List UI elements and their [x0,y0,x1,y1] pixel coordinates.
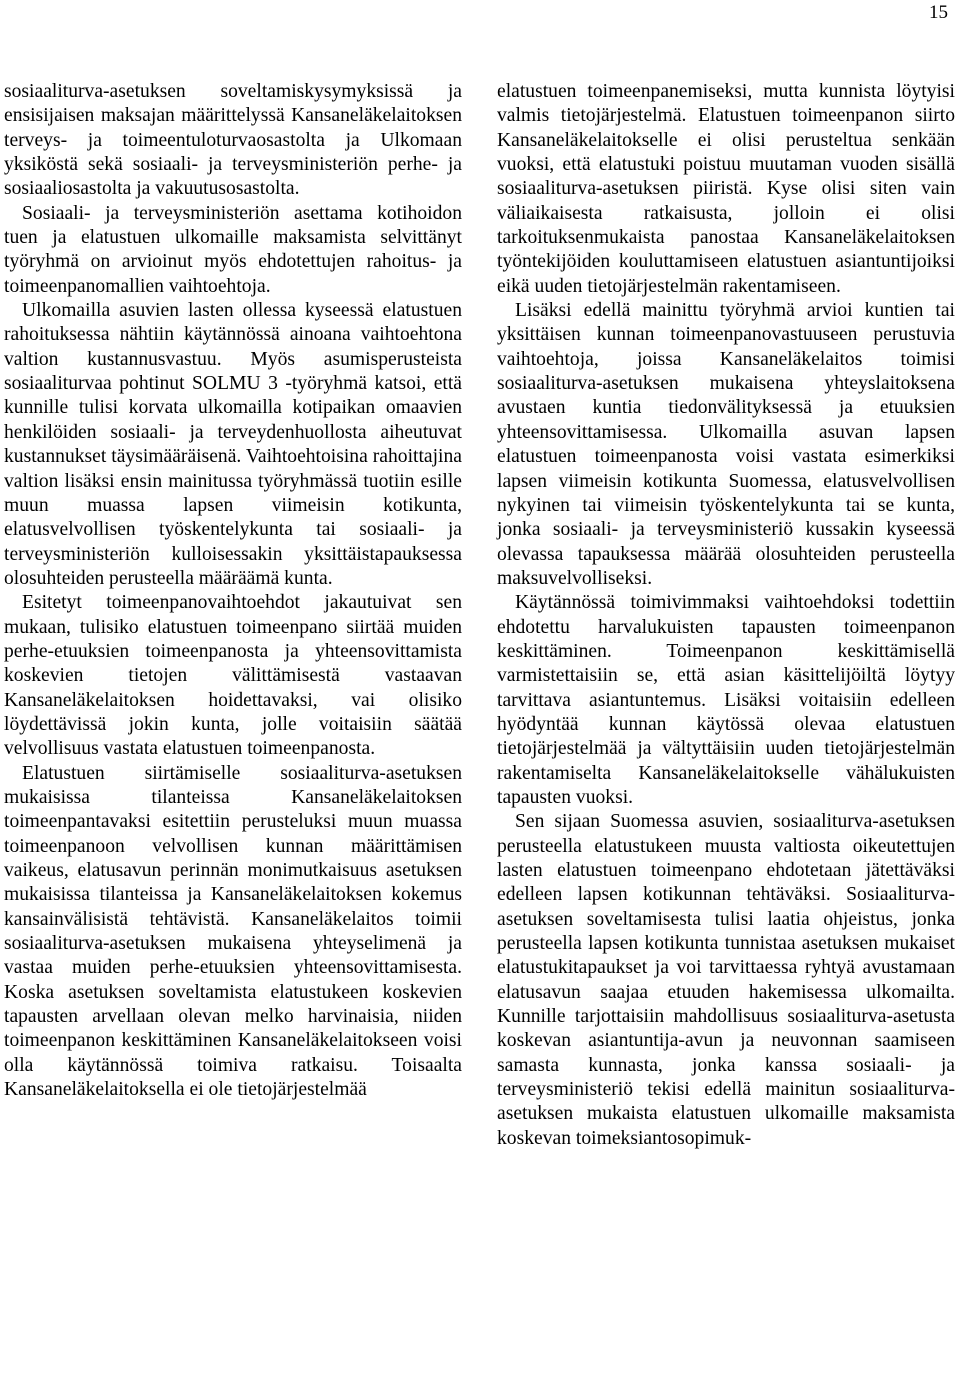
paragraph: sosiaaliturva-asetuksen soveltamiskysymyksissä ja ensisijaisen maksajan määrittelyssä Kansaneläkelaitoksen terveys- ja toimeentuloturvaosastolta ja Ulkomaan yksiköstä sekä sosiaali- ja terveysministeriön perhe- ja sosiaaliosastolta ja vakuutusosastolta. [4,81,462,200]
paragraph: Ulkomailla asuvien lasten ollessa kyseessä elatustuen rahoituksessa nähtiin käytännössä ainoana vaihtoehtona valtion kustannusvastuu. Myös asumisperusteista sosiaaliturvaa pohtinut SOLMU 3 -työryhmä katsoi, että kunnille tulisi korvata ulkomailla kotipaikan omaavien henkilöiden sosiaali- ja terveydenhuollosta aiheutuvat kustannukset täysimääräisenä. Vaihtoehtoisina rahoittajina valtion lisäksi ensin mainitussa työryhmässä tuotiin esille muun muassa lapsen viimeisin kotikunta, elatusvelvollisen työskentelykunta tai sosiaali- ja terveysministeriön kulloisessakin yksittäistapauksessa olosuhteiden perusteella määräämä kunta. [4,300,462,589]
paragraph: Sosiaali- ja terveysministeriön asettama kotihoidon tuen ja elatustuen ulkomaille maksamista selvittänyt työryhmä on arvioinut myös ehdotettujen rahoitus- ja toimeenpanomallien vaihtoehtoja. [4,202,462,297]
paragraph: elatustuen toimeenpanemiseksi, mutta kunnista löytyisi valmis tietojärjestelmä. Elatustuen toimeenpanon siirto Kansaneläkelaitokselle ei olisi perusteltua senkään vuoksi, että elatustuki poistuu muutaman vuoden sisällä sosiaaliturva-asetuksen piiristä. Kyse olisi siten vain väliaikaisesta ratkaisusta, jolloin ei olisi tarkoituksenmukaista panostaa Kansaneläkelaitoksen työntekijöiden kouluttamiseen elatustuen asiantuntijoiksi eikä uuden tietojärjestelmän rakentamiseen. [497,81,955,297]
paragraph: Esitetyt toimeenpanovaihtoehdot jakautuivat sen mukaan, tulisiko elatustuen toimeenpano siirtää muiden perhe-etuuksien toimeenpanosta ja yhteensovittamista koskevien tietojen välittämisestä vastaavan Kansaneläkelaitoksen hoidettavaksi, vai olisiko löydettävissä jokin kunta, jolle voitaisiin säätää velvollisuus vastata elatustuen toimeenpanosta. [4,592,462,760]
left-column [4,80,462,1102]
paragraph: Elatustuen siirtämiselle sosiaaliturva-asetuksen mukaisissa tilanteissa Kansaneläkelaitoksen toimeenpantavaksi esitettiin perusteluksi muun muassa toimeenpanoon velvollisen kunnan määrittämisen vaikeus, elatusavun perinnän monimutkaisuus asetuksen mukaisissa tilanteissa ja Kansaneläkelaitoksen kokemus kansainvälisistä tehtävistä. Kansaneläkelaitos toimii sosiaaliturva-asetuksen mukaisena yhteyselimenä ja vastaa muiden perhe-etuuksien yhteensovittamisesta. Koska asetuksen soveltamista elatustukeen koskevien tapausten arvellaan olevan melko harvinaisia, niiden toimeenpanon keskittäminen Kansaneläkelaitokseen voisi olla käytännössä toimiva ratkaisu. Toisaalta Kansaneläkelaitoksella ei ole tietojärjestelmää [4,762,462,1101]
right-column [497,80,955,1151]
page-number: 15 [929,2,948,23]
paragraph: Lisäksi edellä mainittu työryhmä arvioi kuntien tai yksittäisen kunnan toimeenpanovastuuseen perustuvia vaihtoehtoja, joissa Kansaneläkelaitos toimisi sosiaaliturva-asetuksen mukaisena yhteyslaitoksena avustaen kuntia tiedonvälityksessä ja etuuksien yhteensovittamisessa. Ulkomailla asuvan lapsen elatustuen toimeenpanosta voisi vastata esimerkiksi lapsen viimeisin kotikunta Suomessa, elatusvelvollisen nykyinen tai viimeisin työskentelykunta tai se kunta, jonka sosiaali- ja terveysministeriö kussakin kyseessä olevassa tapauksessa määrää olosuhteiden perusteella maksuvelvolliseksi. [497,300,955,589]
paragraph: Sen sijaan Suomessa asuvien, sosiaaliturva-asetuksen perusteella elatustukeen muusta valtiosta oikeutettujen lasten elatustuen toimeenpano ehdotetaan jätettäväksi edelleen lapsen kotikunnan tehtäväksi. Sosiaaliturva-asetuksen soveltamisesta tulisi laatia ohjeistus, jonka perusteella lapsen kotikunta tunnistaa asetuksen mukaiset elatustukitapaukset ja voi tarvittaessa ryhtyä avustamaan elatusavun saajaa etuuden hakemisessa ulkomailta. Kunnille tarjottaisiin mahdollisuus sosiaaliturva-asetusta koskevan asiantuntija-avun ja neuvonnan saamiseen samasta kunnasta, jonka kanssa sosiaali- ja terveysministeriö tekisi edellä mainitun sosiaaliturva-asetuksen mukaista elatustuen ulkomaille maksamista koskevan toimeksiantosopimuk- [497,811,955,1149]
paragraph: Käytännössä toimivimmaksi vaihtoehdoksi todettiin ehdotettu harvalukuisten tapausten toimeenpanon keskittäminen. Toimeenpanon keskittämisellä varmistettaisiin se, että asian käsittelijöiltä löytyy tarvittava asiantuntemus. Lisäksi voitaisiin edelleen hyödyntää kunnan käytössä olevaa elatustuen tietojärjestelmää ja vältyttäisiin uuden tietojärjestelmän rakentamiselta Kansaneläkelaitokselle vähälukuisten tapausten vuoksi. [497,592,955,808]
